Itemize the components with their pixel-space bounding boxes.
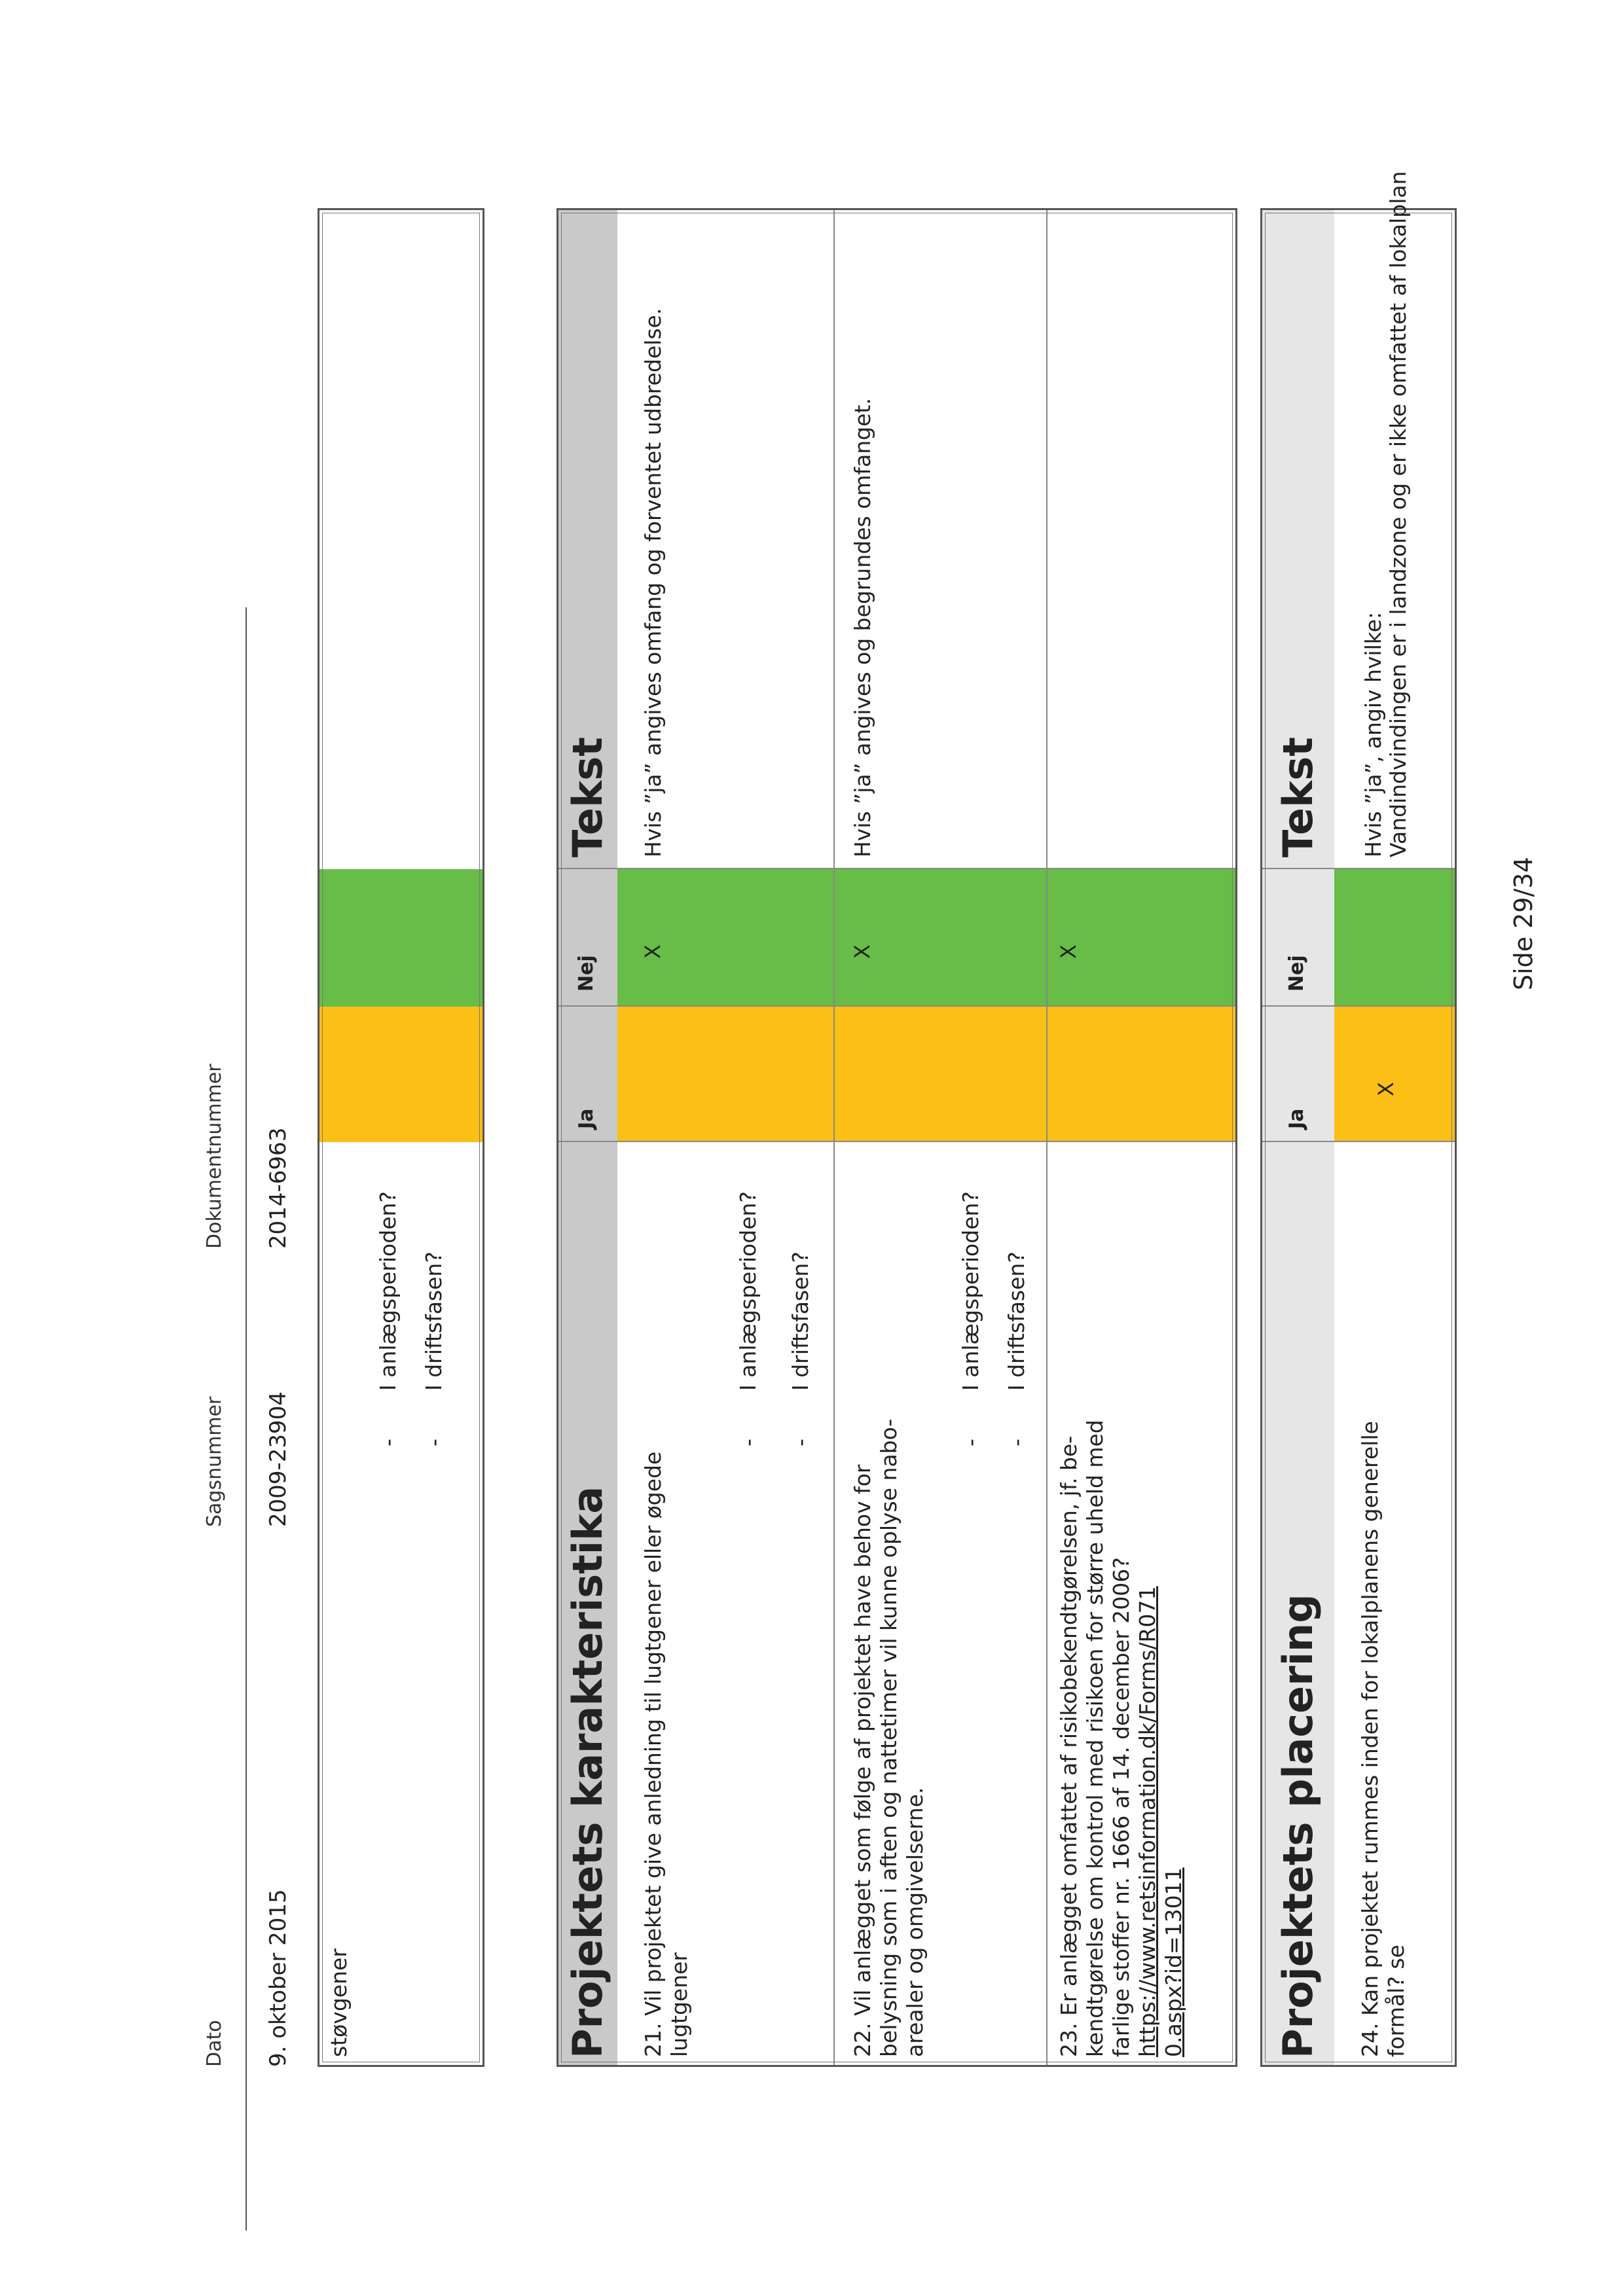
question-22: 22. Vil anlægget som følge af projektet have behov for belysning som i aften og nattetimer vil kunne oplyse nabo-arealer og omgivelserne.	[850, 1418, 928, 2057]
continued-dash-1: -	[375, 1439, 401, 1446]
column-separator	[558, 868, 1235, 869]
q21-dash-2: -	[788, 1439, 813, 1446]
placering-nej-column	[1334, 869, 1455, 1007]
q22-dash-1: -	[958, 1439, 983, 1446]
dato-value: 9. oktober 2015	[265, 1889, 291, 2067]
continued-ja-cell	[319, 1007, 483, 1142]
karakteristika-nej-column	[617, 869, 1235, 1007]
column-separator	[1262, 868, 1455, 869]
q23-nej-mark: X	[1056, 944, 1081, 959]
q21-dash-1: -	[735, 1439, 761, 1446]
placering-col-nej: Nej	[1285, 955, 1308, 992]
continued-table	[318, 208, 484, 2067]
karakteristika-title: Projektets karakteristika	[564, 1486, 611, 2058]
continued-text: støvgener	[326, 1948, 352, 2057]
question-24: 24. Kan projektet rummes inden for lokalplanens generelle formål? se	[1357, 1421, 1409, 2057]
q21-tekst: Hvis ”ja” angives omfang og forventet udbredelse.	[640, 308, 666, 857]
question-23: 23. Er anlægget omfattet af risikobekendtgørelsen, jf. be-kendtgørelse om kontrol med risikoen for større uheld med farlige stoffer nr. 1666 af 14. december 2006?	[1056, 1420, 1134, 2057]
placering-title: Projektets placering	[1274, 1594, 1322, 2058]
continued-item-1: I anlægsperioden?	[375, 1191, 401, 1391]
placering-col-tekst: Tekst	[1274, 737, 1322, 857]
column-separator	[558, 1141, 1235, 1142]
karakteristika-col-nej: Nej	[575, 955, 598, 992]
q24-tekst-2: Vandindvindingen er i landzone og er ikke omfattet af lokalplan	[1385, 171, 1411, 857]
row-separator	[1046, 210, 1048, 2065]
q21-nej-mark: X	[640, 944, 665, 959]
sagsnummer-label: Sagsnummer	[203, 1396, 226, 1527]
dokumentnummer-label: Dokumentnummer	[203, 1064, 226, 1249]
dokumentnummer-value: 2014-6963	[265, 1127, 291, 1249]
continued-dash-2: -	[421, 1439, 447, 1446]
row-separator	[833, 210, 835, 2065]
q22-dash-2: -	[1004, 1439, 1029, 1446]
continued-nej-cell	[319, 869, 483, 1007]
karakteristika-ja-column	[617, 1007, 1235, 1142]
q22-tekst: Hvis ”ja” angives og begrundes omfanget.	[850, 398, 875, 857]
column-separator	[1262, 1005, 1455, 1007]
page-number: Side 29/34	[1509, 857, 1538, 990]
q24-ja-mark: X	[1374, 1082, 1398, 1096]
dato-label: Dato	[203, 2020, 226, 2067]
q22-sub-2: I driftsfasen?	[1004, 1251, 1029, 1391]
karakteristika-table	[556, 208, 1237, 2067]
placering-col-ja: Ja	[1285, 1108, 1308, 1129]
risk-regulation-link[interactable]: https://www.retsinformation.dk/Forms/R0710.aspx?id=13011	[1135, 1586, 1186, 2057]
karakteristika-col-ja: Ja	[575, 1108, 598, 1129]
sagsnummer-value: 2009-23904	[265, 1391, 291, 1527]
column-separator	[1262, 1141, 1455, 1142]
q21-sub-1: I anlægsperioden?	[735, 1191, 761, 1391]
placering-ja-column	[1334, 1007, 1455, 1142]
continued-item-2: I driftsfasen?	[421, 1251, 447, 1391]
q24-tekst: Hvis ”ja”, angiv hvilke:	[1360, 611, 1386, 857]
karakteristika-col-tekst: Tekst	[564, 737, 611, 857]
header-rule	[246, 607, 247, 2231]
q22-sub-1: I anlægsperioden?	[958, 1191, 983, 1391]
question-21: 21. Vil projektet give anledning til lugtgener eller øgede lugtgener	[640, 1451, 692, 2057]
q21-sub-2: I driftsfasen?	[788, 1251, 813, 1391]
column-separator	[558, 1005, 1235, 1007]
placering-table	[1260, 171, 1457, 2067]
q22-nej-mark: X	[850, 944, 875, 959]
